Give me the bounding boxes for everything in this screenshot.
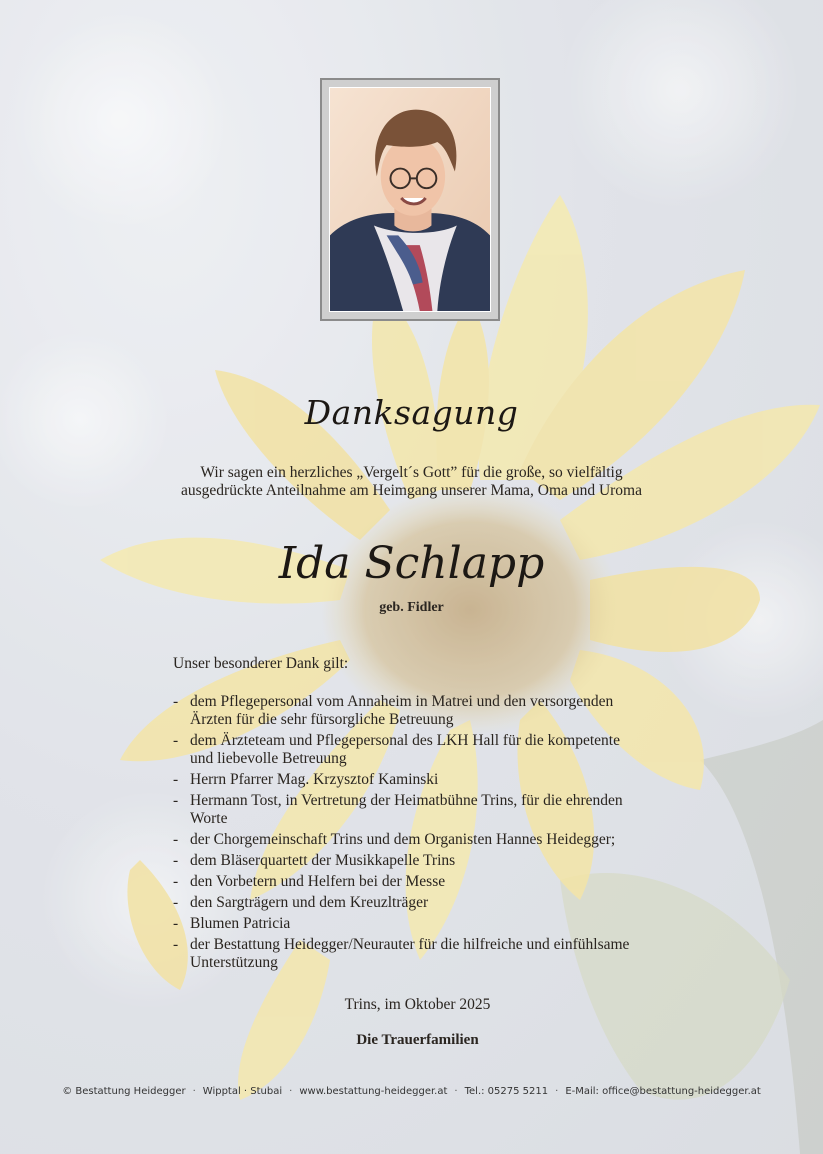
list-item: - den Vorbetern und Helfern bei der Messe — [173, 873, 446, 890]
list-dash: - — [173, 831, 179, 848]
list-dash: - — [173, 915, 179, 932]
list-dash: - — [173, 693, 179, 710]
list-item: - dem Pflegepersonal vom Annaheim in Matrei und den versorgenden Ärzten für die sehr fürsorgliche Betreuung — [173, 693, 614, 728]
intro-line: ausgedrückte Anteilnahme am Heimgang unserer Mama, Oma und Uroma — [181, 482, 642, 499]
list-item: - der Chorgemeinschaft Trins und dem Organisten Hannes Heidegger; — [173, 831, 616, 848]
list-dash: - — [173, 852, 179, 869]
intro-line: Wir sagen ein herzliches „Vergelt´s Gott” für die große, so vielfältig — [200, 464, 623, 481]
list-item: - Herrn Pfarrer Mag. Krzysztof Kaminski — [173, 771, 439, 788]
list-item: - Hermann Tost, in Vertretung der Heimatbühne Trins, für die ehrenden Worte — [173, 792, 623, 827]
list-item: - dem Ärzteteam und Pflegepersonal des LKH Hall für die kompetente und liebevolle Betreuung — [173, 732, 620, 767]
footer-separator: · — [192, 1086, 196, 1097]
maiden-name: geb. Fidler — [379, 600, 444, 615]
list-item: - der Bestattung Heidegger/Neurauter für die hilfreiche und einfühlsame Unterstützung — [173, 936, 630, 971]
list-dash: - — [173, 936, 179, 953]
footer-phone: Tel.: 05275 5211 — [464, 1086, 549, 1097]
list-item: - Blumen Patricia — [173, 915, 291, 932]
list-item: - den Sargträgern und dem Kreuzlträger — [173, 894, 429, 911]
place-date: Trins, im Oktober 2025 — [344, 996, 491, 1013]
list-dash: - — [173, 792, 179, 809]
portrait-photo — [329, 87, 491, 312]
footer-region: Wipptal · Stubai — [202, 1086, 283, 1097]
footer-copyright: © Bestattung Heidegger — [62, 1086, 186, 1097]
list-dash: - — [173, 771, 179, 788]
signature: Die Trauerfamilien — [356, 1032, 479, 1048]
portrait-frame — [320, 78, 500, 321]
intro-text — [0, 464, 823, 500]
deceased-name: Ida Schlapp — [278, 538, 545, 589]
footer — [0, 1086, 823, 1097]
list-item: - dem Bläserquartett der Musikkapelle Trins — [173, 852, 456, 869]
list-dash: - — [173, 873, 179, 890]
footer-separator: · — [454, 1086, 458, 1097]
page-title: Danksagung — [304, 393, 519, 432]
footer-email-link[interactable]: E-Mail: office@bestattung-heidegger.at — [565, 1086, 761, 1097]
thanks-intro: Unser besonderer Dank gilt: — [173, 655, 349, 672]
footer-separator: · — [289, 1086, 293, 1097]
list-dash: - — [173, 894, 179, 911]
footer-separator: · — [555, 1086, 559, 1097]
list-dash: - — [173, 732, 179, 749]
thanks-list — [173, 693, 673, 975]
footer-website-link[interactable]: www.bestattung-heidegger.at — [299, 1086, 448, 1097]
